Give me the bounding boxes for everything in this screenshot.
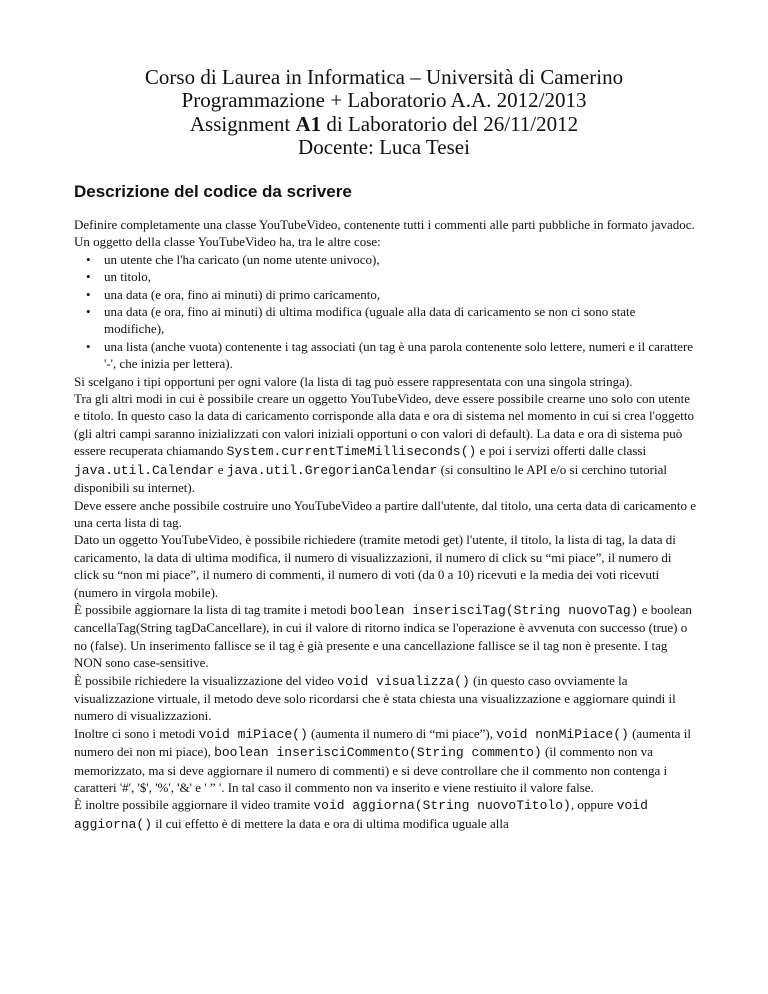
paragraph-types: Si scelgano i tipi opportuni per ogni valore (la lista di tag può essere rappresentata con una singola stringa). (74, 373, 633, 389)
list-item: • una data (e ora, fino ai minuti) di primo caricamento, (74, 286, 698, 303)
text-run: il cui effetto è di mettere la data e ora di ultima modifica uguale alla (152, 815, 509, 831)
text-run: È inoltre possibile aggiornare il video tramite (74, 797, 314, 813)
text-run: È possibile richiedere la visualizzazione del video (74, 672, 338, 688)
text-run: e (214, 461, 227, 477)
code-run: void visualizza() (337, 673, 470, 689)
text-run: Inoltre ci sono i metodi (74, 725, 199, 741)
header-assignment-line (0, 113, 768, 136)
code-run: java.util.GregorianCalendar (226, 462, 438, 478)
section-title: Descrizione del codice da scrivere (74, 182, 352, 201)
text-run: e poi i servizi offerti dalle classi (476, 443, 647, 459)
attribute-list (74, 251, 698, 373)
text-run: Tra gli altri modi in cui è possibile creare un oggetto YouTubeVideo, deve essere possibile crearne uno solo con utente e titolo. In questo caso la data di caricamento corrisponde alla data e ora di sistema nel momento in cui si crea l'oggetto (gli altri campi saranno inizializzati con valori iniziali opportuni o con valori di default). La data e ora di sistema può essere recuperata chiamando (74, 391, 694, 459)
assignment-code: A1 (295, 111, 322, 136)
paragraph-getters: Dato un oggetto YouTubeVideo, è possibile richiedere (tramite metodi get) l'utente, il titolo, la lista di tag, la data di caricamento, la data di ultima modifica, il numero di visualizzazioni, il numero di click su “mi piace”, il numero di click su “non mi piace”, il numero di commenti, il numero di voti (da 0 a 10) ricevuti e la media dei voti ricevuti (numero in virgola mobile). (74, 532, 676, 600)
code-run: void nonMiPiace() (496, 726, 629, 742)
paragraph-constructor (74, 390, 698, 496)
paragraph-tags (74, 601, 698, 672)
header-program-line: Programmazione + Laboratorio A.A. 2012/2013 (181, 88, 587, 113)
list-item: • una lista (anche vuota) contenente i tag associati (un tag è una parola contenente solo lettere, numeri e il carattere '-', che inizia per lettera). (74, 338, 698, 373)
paragraph-visualizza (74, 672, 698, 725)
header-course-line: Corso di Laurea in Informatica – Università di Camerino (144, 65, 624, 89)
list-item: • un titolo, (74, 268, 698, 285)
paragraph-second-constructor: Deve essere anche possibile costruire uno YouTubeVideo a partire dall'utente, dal titolo, una certa data di caricamento e una certa lista di tag. (74, 497, 696, 530)
text-run: e boolean cancellaTag(String tagDaCancellare), in cui il valore di ritorno indica se l'operazione è avvenuta con successo (true) o no (false). Un inserimento fallisce se il tag è già presente e una cancellazione fallisce se il tag non è presente. I tag NON sono case-sensitive. (74, 601, 692, 671)
text-run: È possibile aggiornare la lista di tag tramite i metodi (74, 601, 350, 617)
text-run: , oppure (570, 797, 617, 813)
paragraph-object-intro: Un oggetto della classe YouTubeVideo ha, tra le altre cose: (74, 234, 381, 250)
paragraph-definition: Definire completamente una classe YouTubeVideo, contenente tutti i commenti alle parti pubbliche in formato javadoc. (74, 217, 695, 232)
list-item: • un utente che l'ha caricato (un nome utente univoco), (74, 251, 698, 268)
code-run: boolean inserisciCommento(String commento) (214, 745, 542, 761)
document-header (0, 66, 768, 159)
header-teacher-line: Docente: Luca Tesei (298, 134, 470, 159)
code-run: System.currentTimeMilliseconds() (226, 444, 477, 460)
text-run: (aumenta il numero di “mi piace”), (307, 725, 497, 741)
code-run: java.util.Calendar (74, 462, 215, 478)
list-item: • una data (e ora, fino ai minuti) di ultima modifica (uguale alla data di caricamento se non ci sono state modifiche), (74, 303, 698, 338)
document-body (74, 216, 698, 833)
code-run: void miPiace() (198, 726, 308, 742)
text-run: (aumenta il numero dei non mi piace), (74, 725, 691, 760)
paragraph-methods (74, 725, 698, 797)
text-run: (si consultino le API e/o si cerchino tutorial disponibili su internet). (74, 461, 667, 496)
assignment-prefix: Assignment (189, 111, 296, 136)
assignment-suffix: di Laboratorio del 26/11/2012 (321, 111, 579, 136)
paragraph-aggiorna (74, 796, 698, 833)
code-run: void aggiorna(String nuovoTitolo) (313, 798, 571, 814)
text-run: (il commento non va memorizzato, ma si deve aggiornare il numero di commenti) e si deve controllare che il commento non contenga i caratteri '#', '$', '%', '&' e ' ” '. In tal caso il commento non va inserito e viene restiuito il valore false. (74, 744, 668, 795)
code-run: boolean inserisciTag(String nuovoTag) (349, 602, 639, 618)
code-run: void aggiorna() (74, 798, 648, 832)
text-run: (in questo caso ovviamente la visualizzazione virtuale, il metodo deve solo ricordarsi che è stata chiesta una visualizzazione e aggiornare quindi il numero di visualizzazioni. (74, 672, 676, 724)
